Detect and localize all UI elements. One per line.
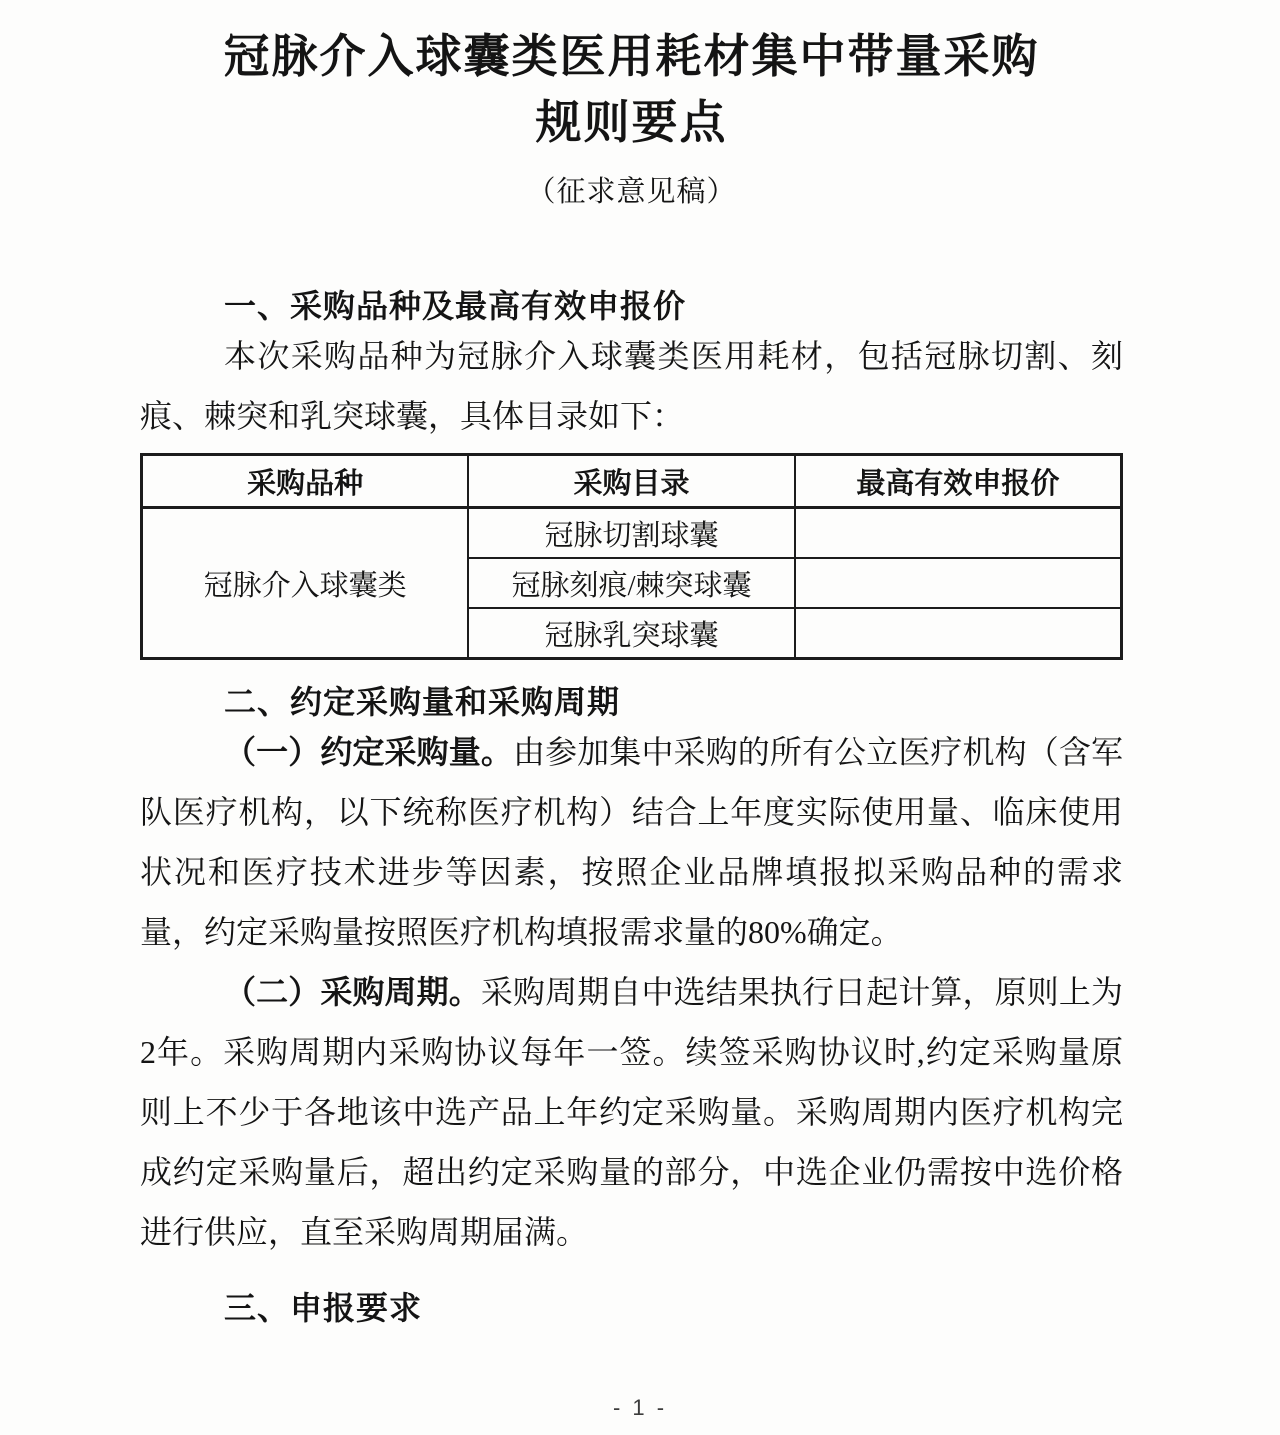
title-line-1: 冠脉介入球囊类医用耗材集中带量采购 — [223, 31, 1040, 82]
title-line-2: 规则要点 — [535, 97, 728, 148]
page-number: - 1 - — [612, 1395, 668, 1420]
table-header-row — [142, 455, 1122, 508]
table-row — [142, 508, 1122, 559]
section-3-heading: 三、申报要求 — [224, 1290, 423, 1326]
section-2-item-2 — [140, 962, 1123, 1262]
catalog-cell: 冠脉刻痕/棘突球囊 — [468, 558, 795, 608]
document-subtitle: （征求意见稿） — [526, 176, 737, 208]
column-header-catalog: 采购目录 — [468, 455, 795, 508]
catalog-cell: 冠脉乳突球囊 — [468, 608, 795, 659]
column-header-category: 采购品种 — [142, 455, 469, 508]
price-cell — [795, 558, 1122, 608]
item-1-text: 由参加集中采购的所有公立医疗机构（含军队医疗机构，以下统称医疗机构）结合上年度实际使用量、临床使用状况和医疗技术进步等因素，按照企业品牌填报拟采购品种的需求量，约定采购量按照医疗机构填报需求量的80%确定。 — [140, 734, 1123, 950]
catalog-cell: 冠脉切割球囊 — [468, 508, 795, 559]
item-2-text: 采购周期自中选结果执行日起计算，原则上为2年。采购周期内采购协议每年一签。续签采购协议时,约定采购量原则上不少于各地该中选产品上年约定采购量。采购周期内医疗机构完成约定采购量后，超出约定采购量的部分，中选企业仍需按中选价格进行供应，直至采购周期届满。 — [140, 974, 1123, 1250]
section-1-paragraph: 本次采购品种为冠脉介入球囊类医用耗材，包括冠脉切割、刻痕、棘突和乳突球囊，具体目录如下： — [140, 338, 1123, 434]
section-1-heading: 一、采购品种及最高有效申报价 — [224, 288, 687, 324]
section-2-item-1 — [140, 722, 1123, 962]
price-cell — [795, 508, 1122, 559]
document-title — [140, 24, 1123, 156]
section-2-heading: 二、约定采购量和采购周期 — [224, 684, 621, 720]
category-cell: 冠脉介入球囊类 — [142, 508, 469, 659]
item-1-label: （一）约定采购量。 — [224, 734, 513, 770]
item-2-label: （二）采购周期。 — [224, 974, 481, 1010]
column-header-max-price: 最高有效申报价 — [795, 455, 1122, 508]
document-content — [140, 0, 1123, 1328]
procurement-catalog-table — [140, 453, 1123, 660]
price-cell — [795, 608, 1122, 659]
